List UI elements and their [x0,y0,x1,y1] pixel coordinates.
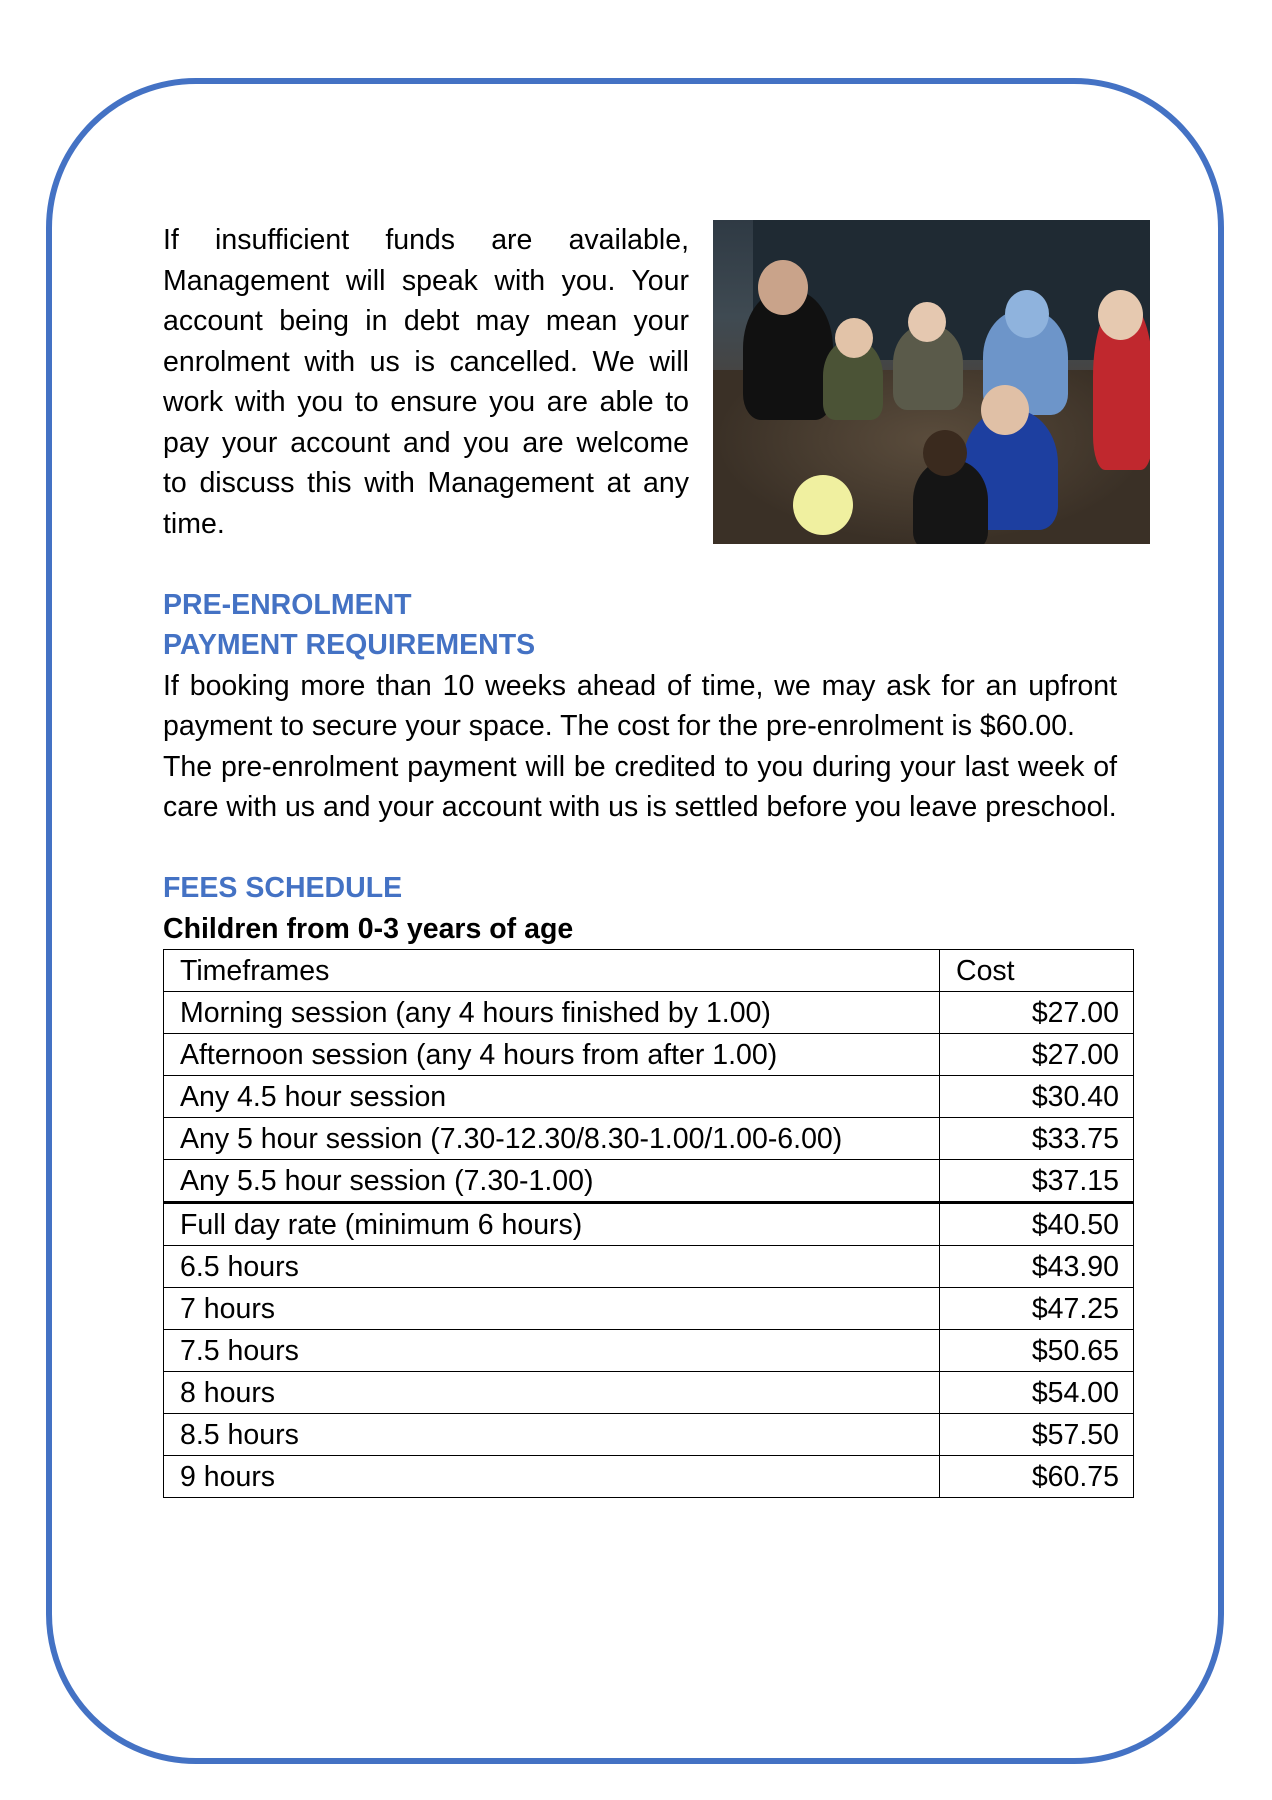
timeframe-cell: Any 4.5 hour session [164,1076,940,1118]
cost-cell: $27.00 [940,1034,1134,1076]
table-row [164,992,1134,1034]
children-sandpit-photo [713,220,1150,544]
timeframe-cell: Any 5 hour session (7.30-12.30/8.30-1.00/1.00-6.00) [164,1118,940,1160]
timeframe-cell: Any 5.5 hour session (7.30-1.00) [164,1160,940,1203]
cost-cell: $47.25 [940,1288,1134,1330]
fees-age-subheading: Children from 0-3 years of age [163,912,574,945]
payment-requirements-heading: PAYMENT REQUIREMENTS [163,629,536,661]
timeframe-cell: 8.5 hours [164,1414,940,1456]
intro-paragraph: If insufficient funds are available, Management will speak with you. Your account being in debt may mean your enrolment with us is cancelled. We will work with you to ensure you are able to pay your account and you are welcome to discuss this with Management at any time. [163,224,689,540]
column-header-timeframes: Timeframes [164,950,940,992]
cost-cell: $57.50 [940,1414,1134,1456]
cost-cell: $30.40 [940,1076,1134,1118]
table-row [164,1160,1134,1203]
timeframe-cell: 9 hours [164,1456,940,1498]
cost-cell: $60.75 [940,1456,1134,1498]
pre-enrolment-heading: PRE-ENROLMENT [163,588,412,621]
page-content [163,220,1117,1498]
table-row [164,1203,1134,1246]
table-header-row [164,950,1134,992]
pre-enrolment-paragraph-1: If booking more than 10 weeks ahead of time, we may ask for an upfront payment to secure your space. The cost for the pre-enrolment is $60.00. [163,669,1117,742]
fees-table [163,949,1134,1498]
timeframe-cell: Full day rate (minimum 6 hours) [164,1203,940,1246]
table-row [164,1414,1134,1456]
timeframe-cell: 8 hours [164,1372,940,1414]
cost-cell: $43.90 [940,1246,1134,1288]
table-row [164,1330,1134,1372]
timeframe-cell: 7.5 hours [164,1330,940,1372]
table-row [164,1288,1134,1330]
timeframe-cell: 6.5 hours [164,1246,940,1288]
table-row [164,1118,1134,1160]
cost-cell: $37.15 [940,1160,1134,1203]
table-row [164,1076,1134,1118]
table-row [164,1034,1134,1076]
cost-cell: $33.75 [940,1118,1134,1160]
table-row [164,1372,1134,1414]
table-row [164,1246,1134,1288]
cost-cell: $54.00 [940,1372,1134,1414]
cost-cell: $27.00 [940,992,1134,1034]
table-row [164,1456,1134,1498]
fees-schedule-heading: FEES SCHEDULE [163,872,403,904]
column-header-cost: Cost [940,950,1134,992]
timeframe-cell: 7 hours [164,1288,940,1330]
pre-enrolment-paragraph-2: The pre-enrolment payment will be credited to you during your last week of care with us and your account with us is settled before you leave preschool. [163,750,1117,823]
cost-cell: $40.50 [940,1203,1134,1246]
cost-cell: $50.65 [940,1330,1134,1372]
timeframe-cell: Morning session (any 4 hours finished by 1.00) [164,992,940,1034]
timeframe-cell: Afternoon session (any 4 hours from after 1.00) [164,1034,940,1076]
